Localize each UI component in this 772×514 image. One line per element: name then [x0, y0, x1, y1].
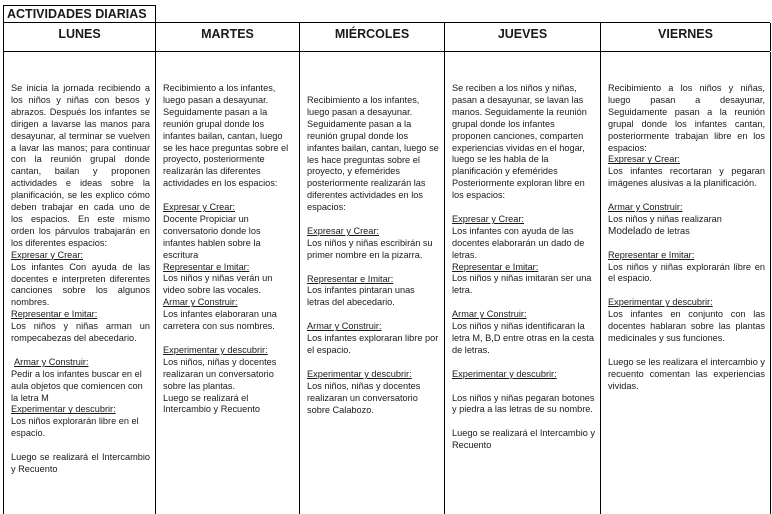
header-martes: MARTES — [156, 23, 300, 51]
lunes-experimentar-heading: Experimentar y descubrir: — [11, 404, 116, 415]
schedule-table — [3, 22, 770, 514]
lunes-intro: Se inicia la jornada recibiendo a los niños y niñas con besos y abrazos. Después los infantes se dirigen a lavarse las manos para desayunar, al terminar se vuelven a lavar las manos; para continuar con la reunión grupal donde cantan, bailan y proponen actividades e ideas sobre la planificación, se les explico cómo deben trabajar en cada uno de los espacios. En este mismo orden los párvulos trabajarán en los diferentes espacios: — [11, 83, 150, 248]
martes-expresar-heading: Expresar y Crear: — [163, 202, 235, 213]
lunes-content — [11, 83, 150, 476]
viernes-experimentar-heading: Experimentar y descubrir: — [608, 297, 713, 308]
lunes-closing: Luego se realizará el Intercambio y Recuento — [11, 452, 150, 474]
lunes-expresar-text: Los infantes Con ayuda de las docentes e interpreten diferentes canciones sobre los algunos nombres. — [11, 261, 150, 308]
martes-experimentar-heading: Experimentar y descubrir: — [163, 344, 268, 355]
lunes-experimentar-text: Los niños explorarán libre en el espacio. — [11, 416, 139, 439]
martes-representar-heading: Representar e Imitar: — [163, 261, 250, 272]
lunes-armar-heading: Armar y Construir: — [14, 356, 89, 367]
viernes-experimentar-text: Los infantes en conjunto con las docentes hablaran sobre las plantas medicinales y sus funciones. — [608, 309, 765, 343]
miercoles-experimentar-text: Los niños, niñas y docentes realizaran un conversatorio sobre Calabozo. — [307, 380, 421, 415]
viernes-representar-text: Los niños y niñas explorarán libre en el espacio. — [608, 261, 765, 284]
lunes-expresar-heading: Expresar y Crear: — [11, 249, 83, 260]
header-viernes: VIERNES — [601, 23, 771, 51]
lunes-representar-heading: Representar e Imitar: — [11, 309, 98, 320]
header-jueves: JUEVES — [445, 23, 601, 51]
miercoles-expresar-heading: Expresar y Crear: — [307, 225, 379, 236]
jueves-armar-text: Los niños y niñas identificaran la letra M, B,D entre otras en la cesta de letras. — [452, 321, 594, 355]
jueves-expresar-heading: Expresar y Crear: — [452, 213, 524, 224]
lunes-representar-text: Los niños y niñas arman un rompecabezas del abecedario. — [11, 321, 150, 344]
title-box — [3, 5, 156, 23]
column-martes — [156, 52, 300, 514]
column-jueves — [445, 52, 601, 514]
jueves-expresar-text: Los infantes con ayuda de las docentes elaborarán un dado de letras. — [452, 225, 585, 260]
miercoles-intro: Recibimiento a los infantes, luego pasan a desayunar. Seguidamente pasan a la reunión grupal donde los infantes bailan, cantan, luego se les hace preguntas sobre el proyecto, y efemérides posteriormente realizarán las diferentes actividades en los espacios: — [307, 95, 439, 213]
jueves-intro: Se reciben a los niños y niñas, pasan a desayunar, se lavan las manos. Seguidamente la reunión grupal donde los infantes proponen canciones, comparten experiencias vividas en el hogar, luego se les habla de la planificación y efemérides Posteriormente exploran libre en los espacios: — [452, 83, 587, 201]
header-row — [4, 23, 770, 52]
column-miercoles — [300, 52, 445, 514]
jueves-closing: Luego se realizará el Intercambio y Recuento — [452, 428, 595, 451]
viernes-expresar-text: Los infantes recortaran y pegaran imágenes alusivas a la planificación. — [608, 166, 765, 189]
jueves-representar-text: Los niños y niñas imitaran ser una letra. — [452, 273, 592, 296]
martes-intro: Recibimiento a los infantes, luego pasan a desayunar. Seguidamente pasan a la reunión grupal donde los infantes bailan, cantan, luego se les hace preguntas sobre el proyecto, posteriormente realizarán las diferentes actividades en los espacios: — [163, 83, 289, 189]
viernes-armar-text: Los niños y niñas realizaran Modelado de letras — [608, 213, 722, 237]
martes-armar-heading: Armar y Construir: — [163, 297, 238, 308]
document-title: ACTIVIDADES DIARIAS — [7, 7, 147, 21]
header-miercoles: MIÉRCOLES — [300, 23, 445, 51]
martes-expresar-text: Docente Propiciar un conversatorio donde los infantes hablen sobre la escritura — [163, 213, 261, 260]
martes-representar-text: Los niños y niñas verán un video sobre las vocales. — [163, 273, 273, 296]
viernes-closing: Luego se les realizara el intercambio y recuento comentan las experiencias vividas. — [608, 356, 765, 391]
viernes-expresar-heading: Expresar y Crear: — [608, 154, 680, 165]
viernes-representar-heading: Representar e Imitar: — [608, 249, 695, 260]
jueves-representar-heading: Representar e Imitar: — [452, 261, 539, 272]
martes-experimentar-text: Los niños, niñas y docentes realizaran un conversatorio sobre las plantas. — [163, 356, 277, 391]
jueves-experimentar-text: Los niños y niñas pegaran botones y piedra a las letras de su nombre. — [452, 392, 595, 415]
miercoles-representar-heading: Representar e Imitar: — [307, 273, 394, 284]
viernes-armar-heading: Armar y Construir: — [608, 202, 683, 213]
viernes-intro: Recibimiento a los niños y niñas, luego pasan a desayunar, Seguidamente pasan a la reunión grupal donde los infantes cantan, posteriormente trabajan libre en los espacios: — [608, 83, 765, 153]
martes-content — [163, 83, 294, 416]
jueves-content — [452, 83, 595, 452]
miercoles-representar-text: Los infantes pintaran unas letras del abecedario. — [307, 285, 415, 308]
jueves-experimentar-heading: Experimentar y descubrir: — [452, 368, 557, 379]
miercoles-expresar-text: Los niños y niñas escribirán su primer nombre en la pizarra. — [307, 237, 433, 260]
column-viernes — [601, 52, 771, 514]
lunes-armar-text: Pedir a los infantes buscar en el aula objetos que comiencen con la letra M — [11, 368, 143, 403]
miercoles-armar-heading: Armar y Construir: — [307, 321, 382, 332]
martes-armar-text: Los infantes elaboraran una carretera con sus nombres. — [163, 309, 277, 332]
jueves-armar-heading: Armar y Construir: — [452, 309, 527, 320]
miercoles-armar-text: Los infantes exploraran libre por el espacio. — [307, 333, 439, 355]
miercoles-experimentar-heading: Experimentar y descubrir: — [307, 368, 412, 379]
martes-closing: Luego se realizará el Intercambio y Recuento — [163, 392, 261, 415]
column-lunes — [4, 52, 156, 514]
miercoles-content — [307, 95, 439, 416]
viernes-content — [608, 83, 765, 393]
header-lunes: LUNES — [4, 23, 156, 51]
